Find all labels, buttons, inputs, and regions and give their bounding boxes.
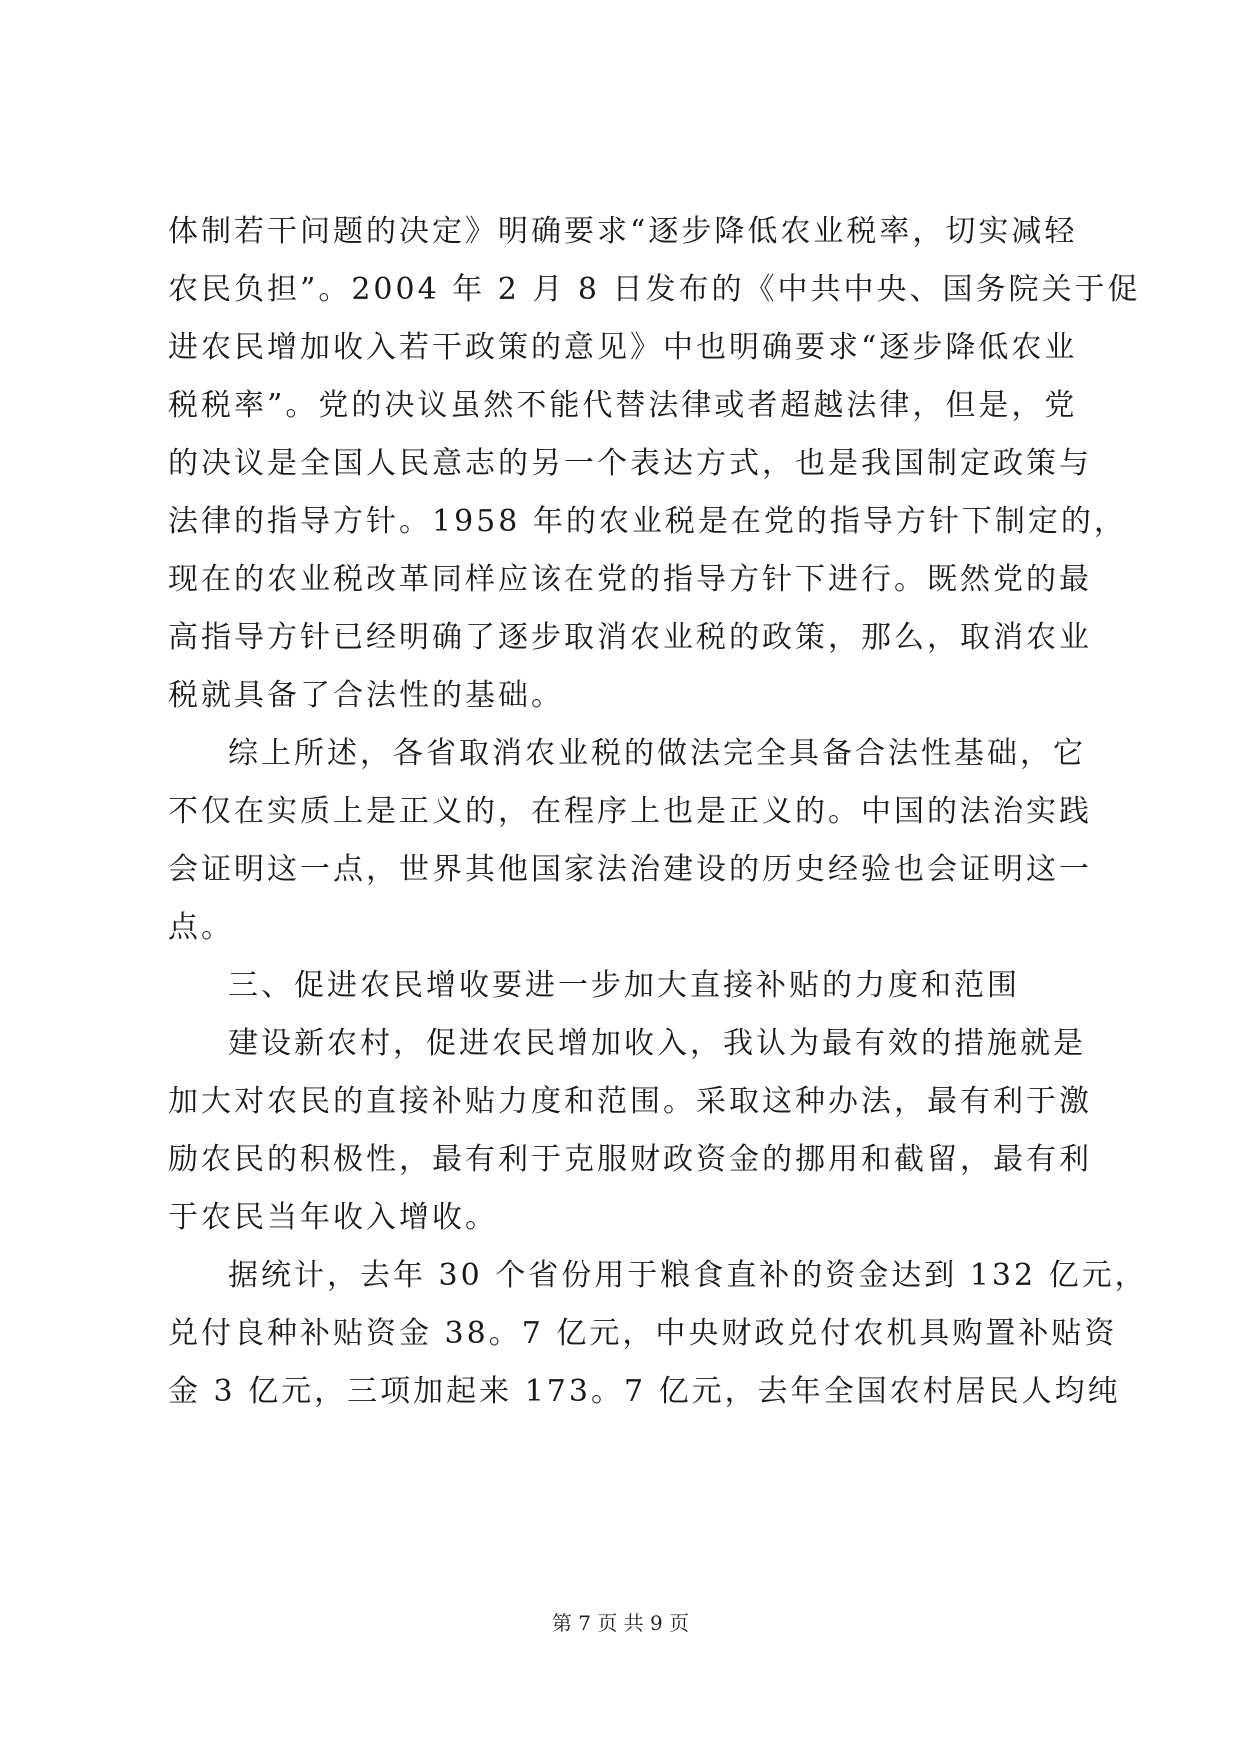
body-text-line: 农民负担”。2004 年 2 月 8 日发布的《中共中央、国务院关于促 <box>168 272 1141 307</box>
body-text-line: 加大对农民的直接补贴力度和范围。采取这种办法，最有利于激 <box>168 1084 1092 1119</box>
paragraph-first-line: 据统计，去年 30 个省份用于粮食直补的资金达到 132 亿元， <box>228 1258 1148 1293</box>
paragraph-first-line: 综上所述，各省取消农业税的做法完全具备合法性基础，它 <box>228 736 1086 771</box>
body-text-line: 励农民的积极性，最有利于克服财政资金的挪用和截留，最有利 <box>168 1142 1092 1177</box>
paragraph-first-line: 建设新农村，促进农民增加收入，我认为最有效的措施就是 <box>228 1026 1086 1061</box>
body-text-line: 的决议是全国人民意志的另一个表达方式，也是我国制定政策与 <box>168 446 1092 481</box>
body-text-line: 现在的农业税改革同样应该在党的指导方针下进行。既然党的最 <box>168 562 1092 597</box>
section-heading: 三、促进农民增收要进一步加大直接补贴的力度和范围 <box>228 968 1020 1003</box>
body-text-line: 高指导方针已经明确了逐步取消农业税的政策，那么，取消农业 <box>168 620 1092 655</box>
body-text-line: 法律的指导方针。1958 年的农业税是在党的指导方针下制定的， <box>168 504 1127 539</box>
page-number-footer: 第 7 页 共 9 页 <box>551 1611 690 1635</box>
body-text-line: 会证明这一点，世界其他国家法治建设的历史经验也会证明这一 <box>168 852 1092 887</box>
body-text-line: 于农民当年收入增收。 <box>168 1200 498 1235</box>
body-text-line: 税就具备了合法性的基础。 <box>168 678 564 713</box>
body-text-line: 税税率”。党的决议虽然不能代替法律或者超越法律，但是，党 <box>168 388 1078 423</box>
body-text-line: 进农民增加收入若干政策的意见》中也明确要求“逐步降低农业 <box>168 330 1078 365</box>
body-text-line: 体制若干问题的决定》明确要求“逐步降低农业税率，切实减轻 <box>168 214 1078 249</box>
body-text-line: 点。 <box>168 910 234 945</box>
body-text-line: 不仅在实质上是正义的，在程序上也是正义的。中国的法治实践 <box>168 794 1092 829</box>
body-text-line: 兑付良种补贴资金 38。7 亿元，中央财政兑付农机具购置补贴资 <box>168 1316 1118 1351</box>
body-text-line: 金 3 亿元，三项加起来 173。7 亿元，去年全国农村居民人均纯 <box>168 1374 1121 1409</box>
